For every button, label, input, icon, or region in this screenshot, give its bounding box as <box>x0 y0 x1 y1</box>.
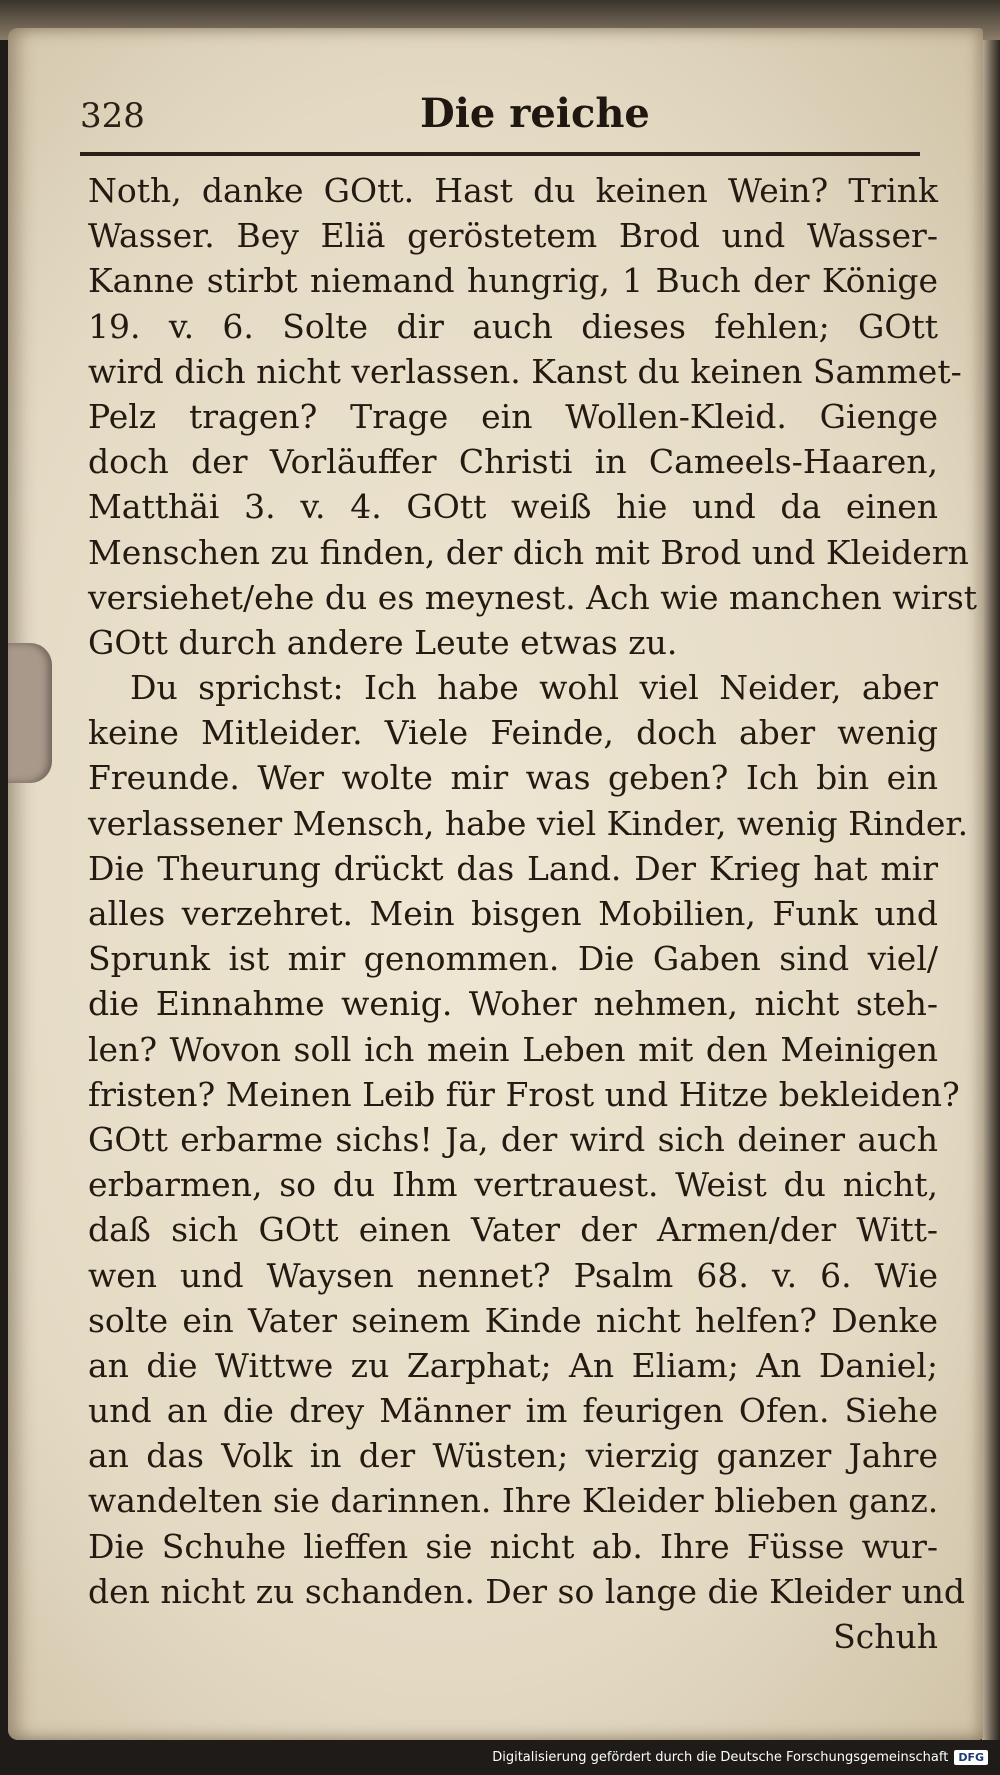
text-line: verlassener Mensch, habe viel Kinder, wenig Rinder. <box>88 803 969 843</box>
text-line: an die Wittwe zu Zarphat; An Eliam; An Daniel; <box>88 1345 938 1385</box>
text-line: doch der Vorläuffer Christi in Cameels-Haaren, <box>88 442 938 482</box>
page-header <box>80 90 920 150</box>
header-rule <box>80 152 920 156</box>
catchword: Schuh <box>833 1617 938 1656</box>
book-clasp <box>8 643 52 783</box>
text-line: len? Wovon soll ich mein Leben mit den Meinigen <box>88 1029 938 1069</box>
text-line: Menschen zu finden, der dich mit Brod und Kleidern <box>88 532 969 572</box>
text-line: den nicht zu schanden. Der so lange die Kleider und <box>88 1571 966 1611</box>
dfg-logo: DFG <box>954 1750 988 1765</box>
text-line: 19. v. 6. Solte dir auch dieses fehlen; GOtt <box>88 306 938 346</box>
funding-credit: Digitalisierung gefördert durch die Deutsche Forschungsgemeinschaft <box>492 1749 949 1765</box>
text-line: an das Volk in der Wüsten; vierzig ganzer Jahre <box>88 1436 938 1476</box>
text-line: die Einnahme wenig. Woher nehmen, nicht steh- <box>88 984 938 1024</box>
text-line: fristen? Meinen Leib für Frost und Hitze bekleiden? <box>88 1074 960 1114</box>
text-line: solte ein Vater seinem Kinde nicht helfen? Denke <box>88 1300 938 1340</box>
paragraph-start: Du sprichst: Ich habe wohl viel Neider, aber <box>130 668 938 708</box>
text-line: wen und Waysen nennet? Psalm 68. v. 6. Wie <box>88 1255 938 1295</box>
text-line: GOtt durch andere Leute etwas zu. <box>88 622 678 662</box>
text-line: Noth, danke GOtt. Hast du keinen Wein? Trink <box>88 171 938 210</box>
text-line: Matthäi 3. v. 4. GOtt weiß hie und da einen <box>88 487 938 527</box>
book-right-edge <box>982 40 1000 1740</box>
text-line: und an die drey Männer im feurigen Ofen. Siehe <box>88 1391 938 1431</box>
text-line: Die Theurung drückt das Land. Der Krieg hat mir <box>88 848 938 888</box>
text-line: alles verzehret. Mein bisgen Mobilien, Funk und <box>88 894 938 933</box>
running-head: Die reiche <box>420 90 650 137</box>
text-line: Sprunk ist mir genommen. Die Gaben sind viel/ <box>88 939 938 979</box>
body-text <box>88 168 978 1659</box>
page-number: 328 <box>80 96 145 136</box>
digitization-footer <box>492 1745 988 1769</box>
text-line: GOtt erbarme sichs! Ja, der wird sich deiner auch <box>88 1119 938 1159</box>
text-line: erbarmen, so du Ihm vertrauest. Weist du nicht, <box>88 1165 938 1205</box>
text-line: versiehet/ehe du es meynest. Ach wie manchen wirst <box>88 577 978 617</box>
text-line: Wasser. Bey Eliä geröstetem Brod und Wasser- <box>88 216 938 256</box>
text-line: wandelten sie darinnen. Ihre Kleider blieben ganz. <box>88 1481 939 1521</box>
text-line: Freunde. Wer wolte mir was geben? Ich bin ein <box>88 758 938 798</box>
text-line: Die Schuhe lieffen sie nicht ab. Ihre Füsse wur- <box>88 1526 938 1566</box>
text-line: keine Mitleider. Viele Feinde, doch aber wenig <box>88 713 938 753</box>
text-line: daß sich GOtt einen Vater der Armen/der Witt- <box>88 1210 938 1250</box>
text-line: Pelz tragen? Trage ein Wollen-Kleid. Gienge <box>88 396 938 436</box>
text-line: Kanne stirbt niemand hungrig, 1 Buch der Könige <box>88 261 938 301</box>
text-line: wird dich nicht verlassen. Kanst du keinen Sammet- <box>88 351 962 391</box>
